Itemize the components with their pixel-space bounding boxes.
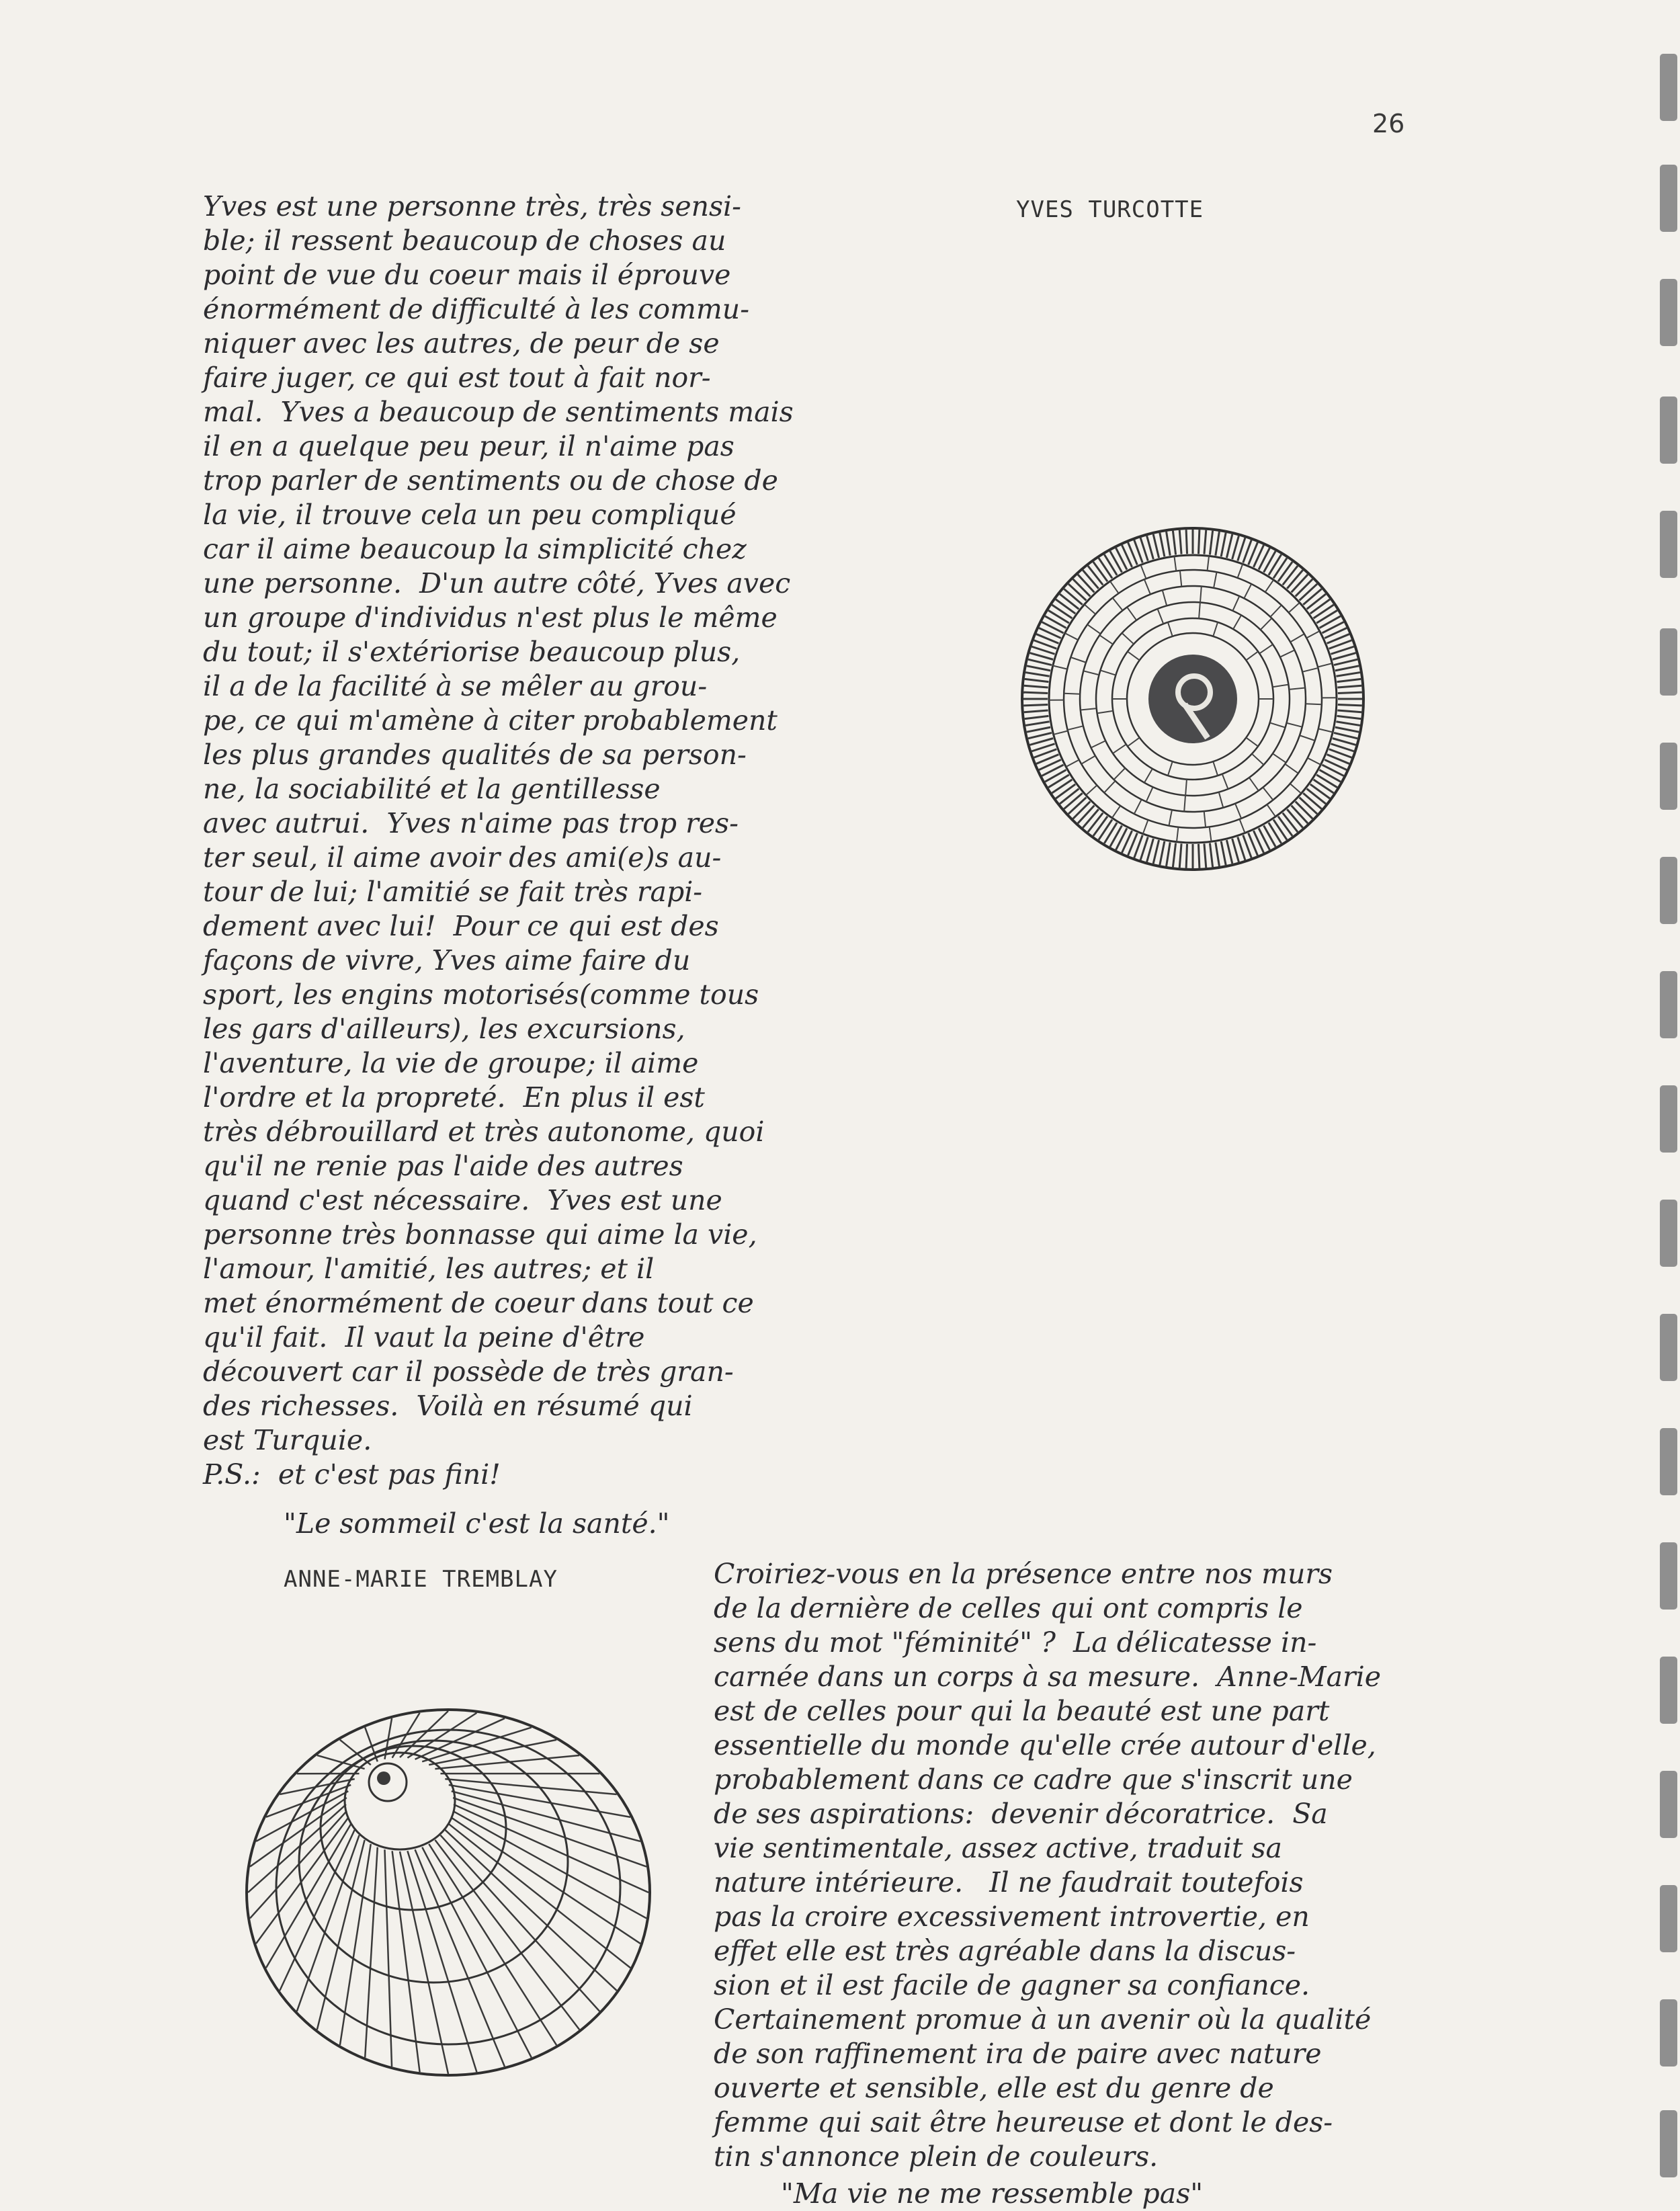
yves-heading: YVES TURCOTTE	[1016, 196, 1204, 223]
anne-text-line: nature intérieure. Il ne faudrait toutefois	[714, 1866, 1480, 1900]
yves-text-line: les plus grandes qualités de sa person-	[203, 738, 909, 772]
anne-text-line: est de celles pour qui la beauté est une part	[714, 1694, 1480, 1728]
binding-hole	[1660, 2110, 1677, 2177]
binding-hole	[1660, 1885, 1677, 1952]
yves-text-line: l'amour, l'amitié, les autres; et il	[203, 1252, 909, 1286]
yves-text-line: il a de la facilité à se mêler au grou-	[203, 669, 909, 704]
yves-text-line: mal. Yves a beaucoup de sentiments mais	[203, 395, 909, 429]
yves-text-line: l'aventure, la vie de groupe; il aime	[203, 1046, 909, 1081]
anne-text-line: femme qui sait être heureuse et dont le des-	[714, 2105, 1480, 2140]
binding-hole	[1660, 279, 1677, 346]
anne-text-line: Certainement promue à un avenir où la qualité	[714, 2003, 1480, 2037]
yves-text-line: découvert car il possède de très gran-	[203, 1355, 909, 1389]
binding-hole	[1660, 1657, 1677, 1724]
yves-profile-text	[203, 190, 909, 1541]
yves-text-line: très débrouillard et très autonome, quoi	[203, 1115, 909, 1149]
binding-hole	[1660, 743, 1677, 810]
binding-hole	[1660, 1999, 1677, 2067]
yves-text-line: car il aime beaucoup la simplicité chez	[203, 532, 909, 567]
anne-text-line: tin s'annonce plein de couleurs.	[714, 2140, 1480, 2174]
anne-text-line: sens du mot "féminité" ? La délicatesse in-	[714, 1626, 1480, 1660]
anne-marie-quote: "Ma vie ne me ressemble pas"	[714, 2177, 1480, 2211]
yves-text-line: P.S.: et c'est pas fini!	[203, 1458, 909, 1492]
yves-text-line: une personne. D'un autre côté, Yves avec	[203, 567, 909, 601]
yves-text-line: avec autrui. Yves n'aime pas trop res-	[203, 806, 909, 841]
yves-text-line: est Turquie.	[203, 1423, 909, 1458]
yves-text-line: Yves est une personne très, très sensi-	[203, 190, 909, 224]
binding-hole	[1660, 1314, 1677, 1381]
yves-text-line: façons de vivre, Yves aime faire du	[203, 944, 909, 978]
anne-text-line: probablement dans ce cadre que s'inscrit une	[714, 1763, 1480, 1797]
yves-text-line: trop parler de sentiments ou de chose de	[203, 464, 909, 498]
yves-text-line: met énormément de coeur dans tout ce	[203, 1286, 909, 1321]
yves-circular-drawing	[1018, 524, 1368, 874]
binding-hole	[1660, 857, 1677, 924]
binding-hole	[1660, 1200, 1677, 1267]
yves-text-line: qu'il fait. Il vaut la peine d'être	[203, 1321, 909, 1355]
anne-marie-profile-text	[714, 1557, 1480, 2211]
yves-text-line: la vie, il trouve cela un peu compliqué	[203, 498, 909, 532]
anne-text-line: sion et il est facile de gagner sa confiance.	[714, 1968, 1480, 2003]
yves-text-line: l'ordre et la propreté. En plus il est	[203, 1081, 909, 1115]
binding-hole	[1660, 1542, 1677, 1610]
binding-hole	[1660, 971, 1677, 1038]
yves-text-line: dement avec lui! Pour ce qui est des	[203, 909, 909, 944]
anne-text-line: de la dernière de celles qui ont compris le	[714, 1591, 1480, 1626]
yves-text-line: du tout; il s'extériorise beaucoup plus,	[203, 635, 909, 669]
yves-quote: "Le sommeil c'est la santé."	[203, 1507, 909, 1541]
anne-text-line: de ses aspirations: devenir décoratrice. Sa	[714, 1797, 1480, 1831]
yves-text-line: tour de lui; l'amitié se fait très rapi-	[203, 875, 909, 909]
anne-text-line: effet elle est très agréable dans la discus-	[714, 1934, 1480, 1968]
binding-hole	[1660, 1428, 1677, 1495]
anne-marie-spiral-drawing	[232, 1694, 662, 2083]
yves-text-line: il en a quelque peu peur, il n'aime pas	[203, 429, 909, 464]
yves-text-line: pe, ce qui m'amène à citer probablement	[203, 704, 909, 738]
yves-text-line: qu'il ne renie pas l'aide des autres	[203, 1149, 909, 1183]
anne-text-line: Croiriez-vous en la présence entre nos murs	[714, 1557, 1480, 1591]
binding-hole	[1660, 1771, 1677, 1838]
anne-text-line: pas la croire excessivement introvertie, en	[714, 1900, 1480, 1934]
binding-hole	[1660, 54, 1677, 121]
binding-hole	[1660, 628, 1677, 696]
anne-text-line: carnée dans un corps à sa mesure. Anne-Marie	[714, 1660, 1480, 1694]
yves-text-line: ble; il ressent beaucoup de choses au	[203, 224, 909, 258]
binding-hole	[1660, 397, 1677, 464]
anne-text-line: essentielle du monde qu'elle crée autour d'elle,	[714, 1728, 1480, 1763]
anne-text-line: ouverte et sensible, elle est du genre de	[714, 2071, 1480, 2105]
binding-hole	[1660, 165, 1677, 232]
yves-text-line: personne très bonnasse qui aime la vie,	[203, 1218, 909, 1252]
anne-text-line: de son raffinement ira de paire avec nature	[714, 2037, 1480, 2071]
yves-text-line: énormément de difficulté à les commu-	[203, 292, 909, 327]
yves-text-line: faire juger, ce qui est tout à fait nor-	[203, 361, 909, 395]
yves-text-line: les gars d'ailleurs), les excursions,	[203, 1012, 909, 1046]
yves-text-line: des richesses. Voilà en résumé qui	[203, 1389, 909, 1423]
yves-text-line: ne, la sociabilité et la gentillesse	[203, 772, 909, 806]
binding-hole	[1660, 511, 1677, 578]
page-number: 26	[1372, 109, 1404, 138]
yves-text-line: sport, les engins motorisés(comme tous	[203, 978, 909, 1012]
yves-text-line: niquer avec les autres, de peur de se	[203, 327, 909, 361]
yves-text-line: un groupe d'individus n'est plus le même	[203, 601, 909, 635]
anne-text-line: vie sentimentale, assez active, traduit sa	[714, 1831, 1480, 1866]
binding-holes	[1653, 0, 1680, 2189]
anne-marie-heading: ANNE-MARIE TREMBLAY	[284, 1566, 558, 1593]
yves-text-line: ter seul, il aime avoir des ami(e)s au-	[203, 841, 909, 875]
yves-text-line: point de vue du coeur mais il éprouve	[203, 258, 909, 292]
yves-text-line: quand c'est nécessaire. Yves est une	[203, 1183, 909, 1218]
binding-hole	[1660, 1085, 1677, 1153]
